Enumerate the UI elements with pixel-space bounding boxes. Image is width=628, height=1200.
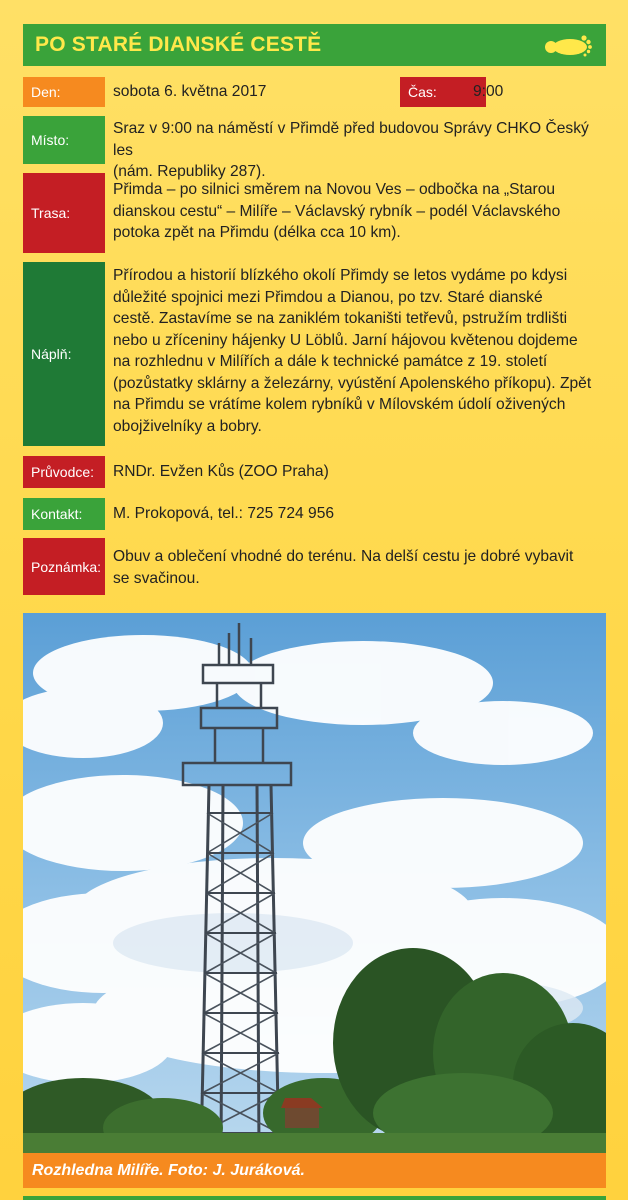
label-poznamka: Poznámka:	[23, 538, 105, 595]
label-cas: Čas:	[400, 77, 486, 107]
text-line: (nám. Republiky 287).	[113, 163, 266, 180]
row-poznamka	[23, 538, 606, 595]
label-trasa: Trasa:	[23, 173, 105, 253]
section-header	[23, 24, 606, 66]
value-pruvodce: RNDr. Evžen Kůs (ZOO Praha)	[113, 463, 329, 480]
row-trasa	[23, 173, 606, 253]
label-pruvodce: Průvodce:	[23, 456, 105, 488]
lookout-tower-photo	[23, 613, 606, 1153]
text-line: Obuv a oblečení vhodné do terénu. Na delší cestu je dobré vybavit	[113, 548, 574, 565]
value-trasa	[113, 179, 606, 244]
text-line: cestě. Zastavíme se na zaniklém tokaništi tetřevů, pstružím trdlišti	[113, 310, 568, 327]
photo-caption: Rozhledna Milíře. Foto: J. Juráková.	[23, 1153, 606, 1188]
value-napln	[113, 265, 606, 437]
text-line: potoka zpět na Přimdu (délka cca 10 km).	[113, 224, 401, 241]
value-poznamka	[113, 546, 606, 589]
footprint-icon	[540, 32, 592, 58]
label-napln: Náplň:	[23, 262, 105, 446]
text-line: Sraz v 9:00 na náměstí v Přimdě před budovou Správy CHKO Český les	[113, 120, 589, 159]
label-kontakt: Kontakt:	[23, 498, 105, 530]
text-line: obojživelníky a bobry.	[113, 417, 262, 435]
text-line: (pozůstatky sklárny a železárny, vyústění Apolenského příkopu). Zpět	[113, 374, 592, 392]
label-den: Den:	[23, 77, 105, 107]
row-misto	[23, 116, 606, 180]
text-line: na rozhlednu v Milířích a dále k technické památce z 19. století	[113, 353, 548, 370]
text-line: důležité spojnici mezi Přimdou a Dianou, po tzv. Staré dianské	[113, 288, 543, 306]
text-line: dianskou cestu“ – Milíře – Václavský rybník – podél Václavského	[113, 202, 561, 220]
text-line: Přimda – po silnici směrem na Novou Ves – odbočka na „Starou	[113, 181, 556, 198]
tower-photo-image	[23, 613, 606, 1153]
text-line: na Přimdu se vrátíme kolem rybníků v Mílovském údolí oživených	[113, 396, 566, 413]
row-kontakt	[23, 498, 606, 530]
bottom-divider	[23, 1196, 606, 1200]
text-line: se svačinou.	[113, 569, 200, 587]
row-den	[23, 77, 606, 107]
text-line: nebo u zříceniny hájenky U Löblů. Jarní hájovou květenou dojdeme	[113, 331, 578, 349]
value-cas: 9:00	[473, 83, 504, 100]
text-line: Přírodou a historií blízkého okolí Přimdy se letos vydáme po kdysi	[113, 267, 568, 284]
value-kontakt: M. Prokopová, tel.: 725 724 956	[113, 505, 335, 522]
value-den: sobota 6. května 2017	[113, 83, 267, 100]
row-napln	[23, 262, 606, 446]
section-title: PO STARÉ DIANSKÉ CESTĚ	[35, 33, 322, 56]
label-misto: Místo:	[23, 116, 105, 164]
row-pruvodce	[23, 456, 606, 488]
